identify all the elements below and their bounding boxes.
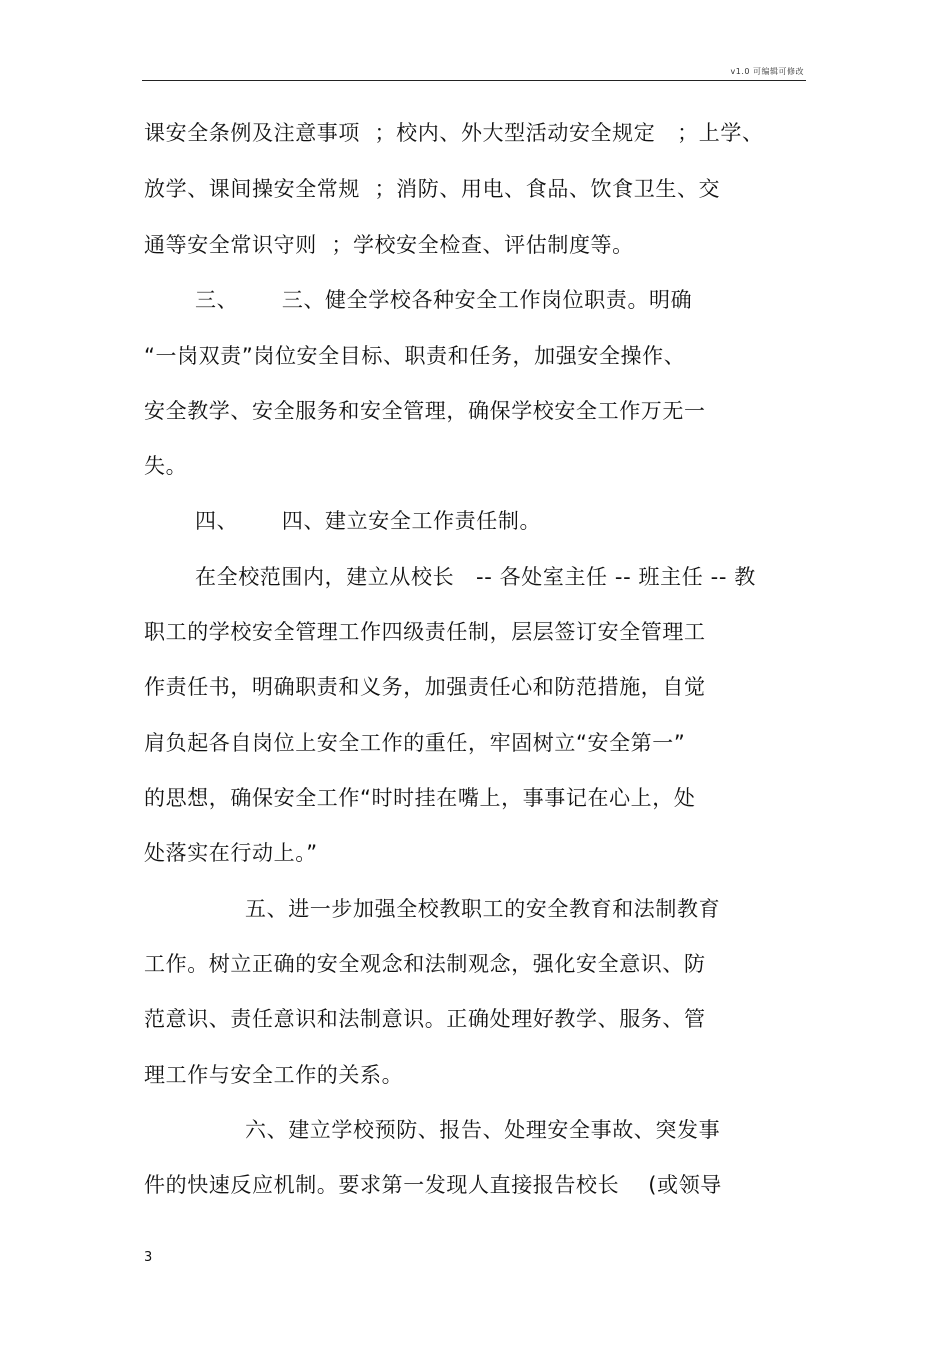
body-line: 放学、课间操安全常规 ；消防、用电、食品、饮食卫生、交 [144, 177, 721, 201]
body-line: 范意识、责任意识和法制意识。正确处理好教学、服务、管 [144, 1007, 706, 1031]
body-line: 的思想，确保安全工作“时时挂在嘴上，事事记在心上，处 [144, 786, 696, 810]
body-line: 课安全条例及注意事项 ；校内、外大型活动安全规定 ；上学、 [144, 121, 764, 145]
body-line: 肩负起各自岗位上安全工作的重任，牢固树立“安全第一” [144, 731, 686, 755]
body-line: 在全校范围内，建立从校长 -- 各处室主任 -- 班主任 -- 教 [195, 565, 756, 589]
body-line: 理工作与安全工作的关系。 [144, 1063, 404, 1087]
header-divider [142, 80, 806, 81]
body-line: 四、 四、建立安全工作责任制。 [195, 509, 542, 533]
body-line: 安全教学、安全服务和安全管理，确保学校安全工作万无一 [144, 399, 706, 423]
body-line: 职工的学校安全管理工作四级责任制，层层签订安全管理工 [144, 620, 706, 644]
body-line: 作责任书，明确职责和义务，加强责任心和防范措施，自觉 [144, 675, 706, 699]
body-line: “一岗双责”岗位安全目标、职责和任务，加强安全操作、 [144, 344, 686, 368]
body-line: 处落实在行动上。” [144, 841, 318, 865]
body-line: 失。 [144, 454, 188, 478]
version-label: v1.0 可编辑可修改 [730, 67, 804, 76]
body-line: 六、建立学校预防、报告、处理安全事故、突发事 [245, 1118, 721, 1142]
page-number: 3 [144, 1250, 153, 1265]
body-line: 工作。树立正确的安全观念和法制观念，强化安全意识、防 [144, 952, 706, 976]
body-line: 件的快速反应机制。要求第一发现人直接报告校长 (或领导 [144, 1173, 722, 1197]
body-line: 三、 三、健全学校各种安全工作岗位职责。明确 [195, 288, 693, 312]
body-line: 通等安全常识守则 ；学校安全检查、评估制度等。 [144, 233, 634, 257]
body-line: 五、进一步加强全校教职工的安全教育和法制教育 [245, 897, 721, 921]
